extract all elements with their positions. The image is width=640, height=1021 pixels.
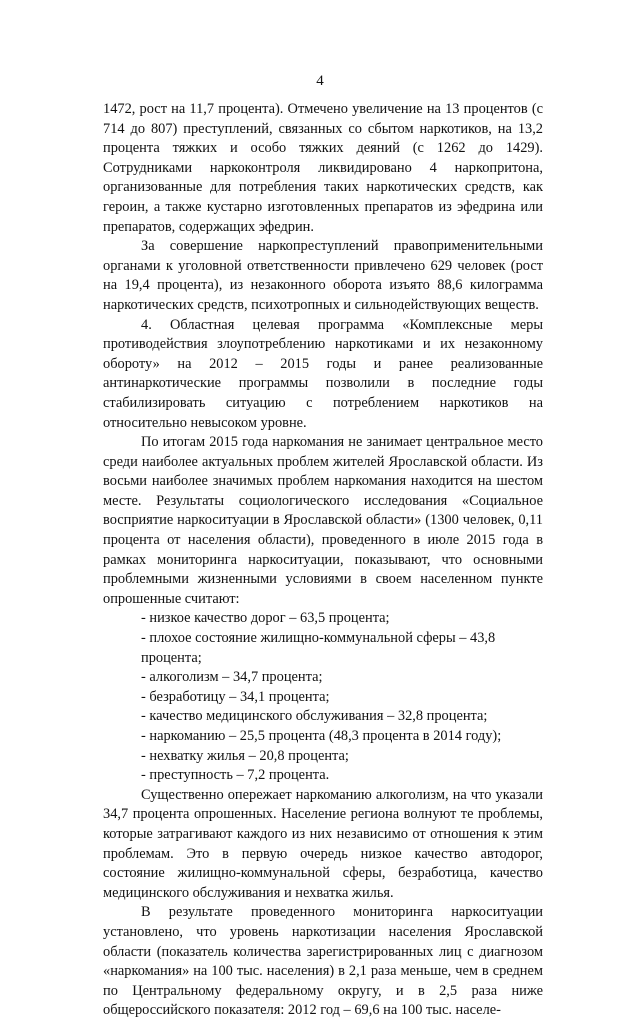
paragraph-program: 4. Областная целевая программа «Комплексные меры противодействия злоупотреблению наркотиками и их незаконному обороту» на 2012 – 2015 годы и ранее реализованные антинаркотические программы позволили в последние годы стабилизировать ситуацию с потреблением наркотиков на относительно невысоком уровне. xyxy=(103,316,543,431)
list-item: - качество медицинского обслуживания – 32,8 процента; xyxy=(141,708,488,725)
problems-list xyxy=(103,609,543,785)
page-body xyxy=(103,100,543,1021)
list-item: - плохое состояние жилищно-коммунальной сферы – 43,8 процента; xyxy=(141,630,496,666)
list-item: - нехватку жилья – 20,8 процента; xyxy=(141,747,349,764)
paragraph-continuation: 1472, рост на 11,7 процента). Отмечено увеличение на 13 процентов (с 714 до 807) преступлений, связанных со сбытом наркотиков, на 13,2 процента тяжких и особо тяжких деяний (с 1262 до 1429). Сотрудниками наркоконтроля ликвидировано 4 наркопритона, организованные для потребления таких наркотических средств, как героин, а также кустарно изготовленных препаратов из эфедрина или препаратов, содержащих эфедрин. xyxy=(103,101,543,235)
page-number: 4 xyxy=(316,73,324,89)
list-item: - алкоголизм – 34,7 процента; xyxy=(141,669,323,686)
list-item: - безработицу – 34,1 процента; xyxy=(141,688,330,705)
paragraph-monitoring: В результате проведенного мониторинга наркоситуации установлено, что уровень наркотизации населения Ярославской области (показатель количества зарегистрированных лиц с диагнозом «наркомания» на 100 тыс. населения) в 2,1 раза меньше, чем в среднем по Центральному федеральному округу, и в 2,5 раза ниже общероссийского показателя: 2012 год – 69,6 на 100 тыс. населе- xyxy=(103,904,543,1019)
paragraph-survey: По итогам 2015 года наркомания не занимает центральное место среди наиболее актуальных проблем жителей Ярославской области. Из восьми наиболее значимых проблем наркомания находится на шестом месте. Результаты социологического исследования «Социальное восприятие наркоситуации в Ярославской области» (1300 человек, 0,11 процента от населения области), проведенного в июле 2015 года в рамках мониторинга наркоситуации, показывают, что основными проблемными жизненными условиями в своем населенном пункте опрошенные считают: xyxy=(103,434,543,607)
paragraph-alcoholism: Существенно опережает наркоманию алкоголизм, на что указали 34,7 процента опрошенных. Население региона волнуют те проблемы, которые затрагивают каждого из них независимо от отношения к этим проблемам. Это в первую очередь низкое качество автодорог, состояние жилищно-коммунальной сферы, безработица, качество медицинского обслуживания и нехватка жилья. xyxy=(103,786,543,901)
list-item: - преступность – 7,2 процента. xyxy=(141,767,330,784)
list-item: - наркоманию – 25,5 процента (48,3 процента в 2014 году); xyxy=(141,728,502,744)
paragraph-prosecution: За совершение наркопреступлений правоприменительными органами к уголовной ответственности привлечено 629 человек (рост на 19,4 процента), из незаконного оборота изъято 88,6 килограмма наркотических средств, психотропных и сильнодействующих веществ. xyxy=(103,238,543,313)
list-item: - низкое качество дорог – 63,5 процента; xyxy=(141,610,390,627)
